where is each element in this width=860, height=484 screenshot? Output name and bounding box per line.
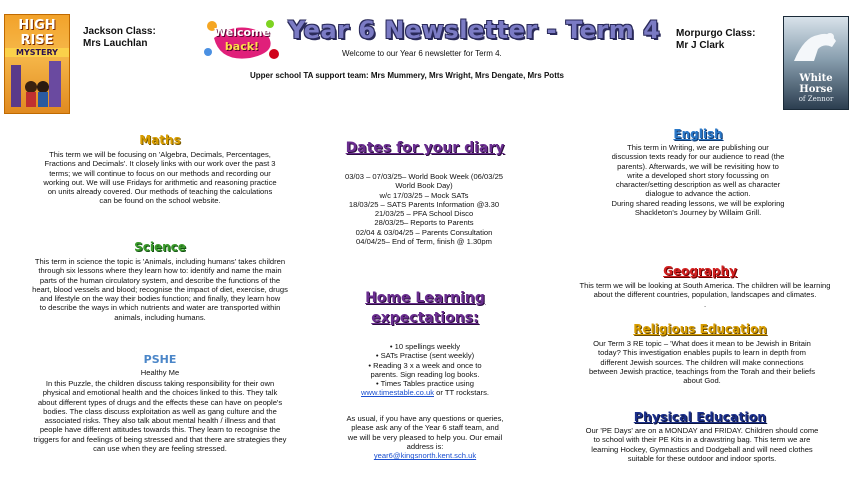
geography-line: This term we will be looking at South America. The children will be learning: [579, 281, 831, 290]
timestable-link[interactable]: www.timestable.co.uk: [360, 388, 434, 398]
geography-line: about the different countries, population, landscapes and climates.: [593, 290, 817, 300]
maths-line: This term we will be focusing on 'Algebra, Decimals, Percentages,: [49, 150, 271, 159]
science-line: parts of the human circulatory system, and describe the functions of the: [39, 275, 281, 285]
diary-line: 03/03 – 07/03/25– World Book Week (06/03/25: [344, 172, 504, 181]
home-learning-list: [330, 342, 520, 398]
book-illustration-icon: [5, 57, 69, 107]
science-line: This term in science the topic is 'Animals, including humans' takes children: [34, 257, 286, 266]
diary-body: [316, 172, 532, 246]
home-learning-item: • Reading 3 x a week and once to: [330, 361, 520, 370]
splash-icon: [200, 16, 282, 62]
home-learning-item: • SATs Practise (sent weekly): [330, 351, 520, 360]
diary-heading: Dates for your diary: [345, 140, 505, 156]
re-line: today? This investigation enables pupils to learn in depth from: [598, 348, 806, 358]
book-title-line2: of Zennor: [798, 95, 834, 103]
welcome-logo-line2: back!: [224, 40, 260, 53]
re-heading: Religious Education: [633, 322, 767, 336]
home-learning-heading: [340, 288, 510, 328]
morpurgo-class-label: Morpurgo Class:: [676, 28, 756, 39]
re-line: about God.: [683, 376, 721, 386]
science-line: to describe the ways in which nutrients and water are transported within: [39, 303, 281, 313]
english-line: discussion texts ready for our audience to read (the: [611, 152, 785, 162]
science-heading: Science: [134, 240, 186, 254]
home-learning-item: • Times Tables practice using: [330, 379, 520, 388]
contact-line: please ask any of the Year 6 staff team, and: [351, 423, 499, 433]
english-line: Shackleton's Journey by Willaim Grill.: [634, 208, 762, 218]
home-learning-reading-cont: parents. Sign reading log books.: [370, 369, 480, 379]
re-line: between Jewish practice, teachings from the Torah and their beliefs: [588, 366, 816, 376]
diary-line: w/c 17/03/25 – Mock SATs: [379, 190, 469, 200]
book-title-line2: RISE: [20, 33, 54, 48]
contact-line: address is:: [406, 441, 444, 451]
maths-line: terms; we will continue to focus on our methods and recording our: [49, 168, 271, 178]
science-line: animals, including humans.: [114, 312, 206, 322]
book-title-line3: MYSTERY: [5, 48, 69, 57]
english-line: During shared reading lessons, we will be exploring: [611, 198, 785, 208]
pshe-line: bodies. The class discuss exploitation as well as gang culture and the: [43, 406, 277, 416]
welcome-text: Welcome to our Year 6 newsletter for Term 4.: [342, 49, 502, 58]
re-line: Our Term 3 RE topic – 'What does it mean to be Jewish in Britain: [593, 339, 811, 348]
times-tables-line: [330, 388, 520, 397]
pe-line: to school with their PE Kits in a drawstring bag. This term we are: [593, 435, 811, 445]
maths-body: [8, 150, 312, 206]
english-body: [582, 143, 814, 217]
pshe-body: [4, 379, 316, 453]
pshe-subtitle: Healthy Me: [140, 368, 180, 377]
geography-line: .: [703, 299, 707, 309]
re-body: [566, 339, 838, 385]
re-line: different Jewish sources. The children will make connections: [600, 357, 804, 367]
times-tables-rest: or TT rockstars.: [434, 388, 489, 398]
morpurgo-class-teacher: Mr J Clark: [676, 40, 725, 51]
horse-illustration-icon: [784, 17, 848, 73]
home-learning-heading-line1: Home Learning: [365, 290, 485, 306]
book-cover-white-horse: [783, 16, 849, 110]
english-line: dialogue to advance the action.: [645, 189, 751, 199]
pshe-heading: PSHE: [143, 353, 177, 366]
pshe-line: people have different attitudes towards this. They learn to recognise the: [39, 425, 281, 435]
english-line: character/setting description as well as character: [615, 180, 781, 190]
geography-heading: Geography: [663, 264, 737, 278]
ta-support-team: Upper school TA support team: Mrs Mummery, Mrs Wright, Mrs Dengate, Mrs Potts: [250, 71, 564, 80]
pshe-line: physical and emotional health and the choices linked to this. They talk: [42, 388, 278, 398]
book-cover-high-rise-mystery: [4, 14, 70, 114]
contact-line: As usual, if you have any questions or queries,: [346, 414, 504, 423]
pe-line: learning Hockey, Gymnastics and Dodgeball and will need clothes: [591, 444, 813, 454]
maths-line: on units already covered. Our methods of teaching the calculations: [47, 187, 273, 197]
english-heading: English: [673, 127, 723, 141]
pshe-line: In this Puzzle, the children discuss taking responsibility for their own: [45, 379, 275, 388]
diary-line: 21/03/25 – PFA School Disco: [374, 209, 474, 219]
welcome-logo-line1: Welcome: [214, 26, 270, 39]
science-line: heart, blood vessels and blood; recognise the impact of diet, exercise, drugs: [32, 284, 288, 294]
diary-line: 18/03/25 – SATS Parents Information @3.30: [348, 199, 500, 209]
science-line: and lifestyle on the way their bodies function; and finally, they learn how: [39, 294, 281, 304]
pshe-line: triggers for and feelings of being stressed and that there are strategies they: [33, 434, 287, 444]
home-learning-heading-line2: expectations:: [371, 310, 479, 326]
book-title-line1: White Horse: [799, 73, 833, 95]
welcome-back-logo: [200, 16, 282, 62]
pshe-line: associated risks. They also talk about mental health / illness and that: [44, 416, 276, 426]
email-link[interactable]: year6@kingsnorth.kent.sch.uk: [373, 451, 477, 461]
pe-body: [566, 426, 838, 463]
science-body: [4, 257, 316, 322]
maths-line: Fractions and Decimals'. It closely links with our work over the past 3: [44, 159, 276, 169]
science-line: through six lessons where they learn how to: identify and name the main: [38, 266, 282, 276]
pe-line: Our 'PE Days' are on a MONDAY and FRIDAY. Children should come: [585, 426, 819, 435]
english-line: write a developed short story focussing on: [627, 170, 769, 180]
maths-line: can be found on the school website.: [99, 196, 221, 206]
geography-body: [554, 281, 856, 309]
diary-line: 04/04/25– End of Term, finish @ 1.30pm: [356, 237, 492, 247]
pshe-line: about different types of drugs and the effects these can have on people's: [37, 397, 283, 407]
home-learning-item: • 10 spellings weekly: [330, 342, 520, 351]
jackson-class-teacher: Mrs Lauchlan: [83, 38, 148, 49]
diary-line: 28/03/25– Reports to Parents: [374, 218, 474, 228]
book-title-line1: HIGH: [18, 18, 56, 33]
diary-line: World Book Day): [395, 181, 453, 191]
english-line: parents). Afterwards, we will be revisiting how to: [617, 161, 779, 171]
jackson-class-label: Jackson Class:: [83, 26, 156, 37]
contact-text: [318, 414, 532, 460]
maths-line: working out. We will use Fridays for arithmetic and reasoning practice: [43, 177, 277, 187]
page-title: Year 6 Newsletter - Term 4: [288, 16, 661, 44]
diary-line: 02/04 & 03/04/25 – Parents Consultation: [355, 227, 493, 237]
pshe-line: can use when they are feeling stressed.: [93, 444, 227, 454]
pe-heading: Physical Education: [633, 409, 767, 424]
maths-heading: Maths: [139, 133, 181, 147]
contact-line: we will be very pleased to help you. Our email: [347, 432, 503, 442]
english-line: This term in Writing, we are publishing our: [627, 143, 769, 152]
pe-line: suitable for these outdoor and indoor sports.: [627, 453, 777, 463]
